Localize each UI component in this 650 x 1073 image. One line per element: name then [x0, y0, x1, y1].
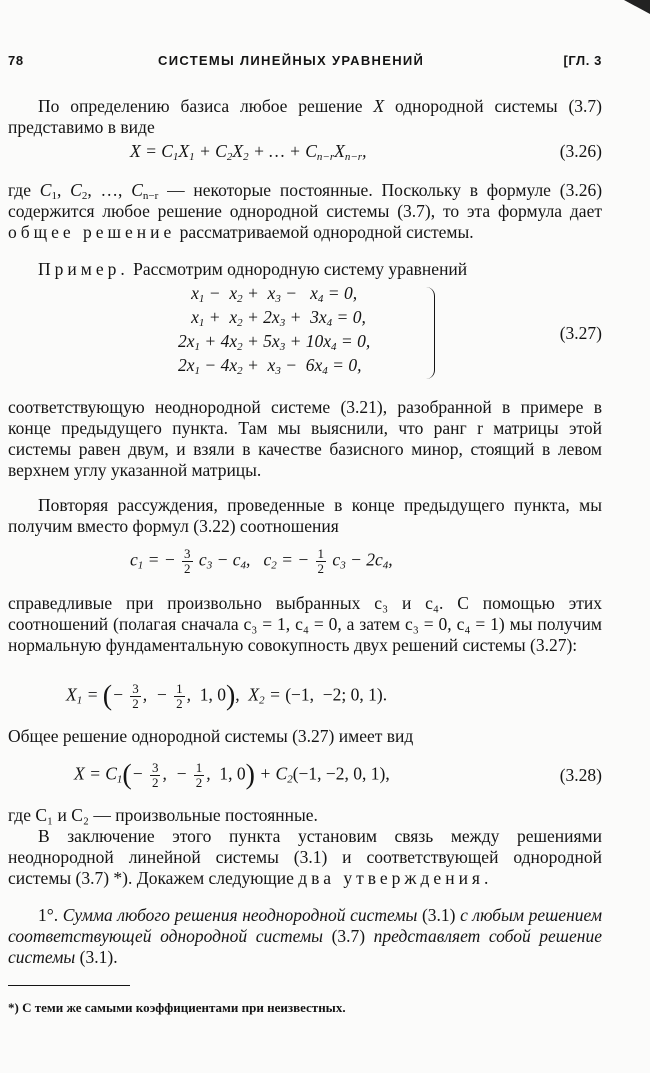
paragraph-general-solution: где $C_1$, $C_2$, …, $C_{n-r}$ — некоторые постоянные. Поскольку в формуле (3.26) содержится любое решение однородной системы (3.7), то эта формула дает общее решение рассматриваемой однородной системы. [8, 180, 603, 242]
theorem-1: 1°. Сумма любого решения неоднородной системы (3.1) с любым решением соответствующей однородной системы (3.7) представляет собой решение системы (3.1). [8, 905, 602, 967]
system-row: $x_1 + x_2 + 2x_3 + 3x_4 = 0$, [178, 307, 366, 329]
equation-fundamental-solutions [8, 678, 602, 712]
paragraph-repeat: Повторяя рассуждения, проведенные в конце предыдущего пункта, мы получим вместо формул (3.22) соотношения [8, 495, 602, 536]
system-row: $2x_1 + 4x_2 + 5x_3 + 10x_4 = 0$, [178, 331, 371, 353]
equation-3-27-label [8, 323, 602, 349]
equation-number: (3.26) [559, 141, 602, 161]
system-row: $2x_1 - 4x_2 + x_3 - 6x_4 = 0$, [178, 355, 362, 377]
footnote-rule [8, 985, 130, 986]
paragraph-basis: По определению базиса любое решение X однородной системы (3.7) представимо в виде [8, 96, 602, 137]
formula-c1-c2: $c_1$ = − $\frac{3}{2}$ $c_3 - c_4$, $c_2$ = − $\frac{1}{2}$ $c_3 - 2c_4$, [130, 546, 393, 576]
formula-3-26: $X = C_1X_1 + C_2X_2$ + … + $C_{n-r}X_{n-r}$, [130, 141, 367, 163]
system-row: $x_1 - x_2 + x_3 - x_4 = 0$, [178, 283, 358, 305]
equation-number: (3.28) [559, 765, 602, 785]
equation-3-26 [8, 141, 602, 167]
chapter-label: [ГЛ. 3 [563, 53, 602, 68]
book-page [8, 0, 602, 1073]
page-number: 78 [8, 53, 24, 68]
paragraph-rank: соответствующую неоднородной системе (3.21), разобранной в примере в конце предыдущего пункта. Там мы выяснили, что ранг r матрицы этой системы равен двум, и взяли в качестве базисного минор, стоящий в левом верхнем углу указанной матрицы. [8, 397, 602, 480]
equation-number: (3.27) [559, 323, 602, 343]
formula-3-28: $X = C_1(-$ $\frac{3}{2}$ , − $\frac{1}{2}$ , 1, $0) + C_2(-1$, −2, 0, 1), [74, 759, 390, 791]
equation-coefficients [8, 543, 602, 577]
running-title: СИСТЕМЫ ЛИНЕЙНЫХ УРАВНЕНИЙ [158, 53, 425, 68]
footnote: *) С теми же самыми коэффициентами при неизвестных. [8, 1000, 346, 1015]
paragraph-example: Пример. Рассмотрим однородную систему уравнений [38, 259, 468, 279]
running-header [8, 50, 602, 70]
paragraph-constants: где C₁ и C₂ — произвольные постоянные. [8, 805, 318, 825]
paragraph-conclusion: В заключение этого пункта установим связь между решениями неоднородной линейной системы (3.1) и соответствующей однородной системы (3.7) *). Докажем следующие два утверждения. [8, 826, 602, 888]
page-corner-mark [624, 0, 650, 14]
paragraph-general-form: Общее решение однородной системы (3.27) имеет вид [8, 726, 414, 746]
paragraph-fundamental: справедливые при произвольно выбранных c₃ и c₄. С помощью этих соотношений (полагая сначала c₃ = 1, c₄ = 0, а затем c₃ = 0, c₄ = 1) мы получим нормальную фундаментальную совокупность двух решений системы (3.27): [8, 593, 602, 655]
equation-3-28 [8, 757, 602, 791]
formula-x1-x2: $X_1$ = (− $\frac{3}{2}$ , − $\frac{1}{2}$ , 1, 0), $X_2 = (-1$, −2; 0, 1). [66, 680, 388, 712]
